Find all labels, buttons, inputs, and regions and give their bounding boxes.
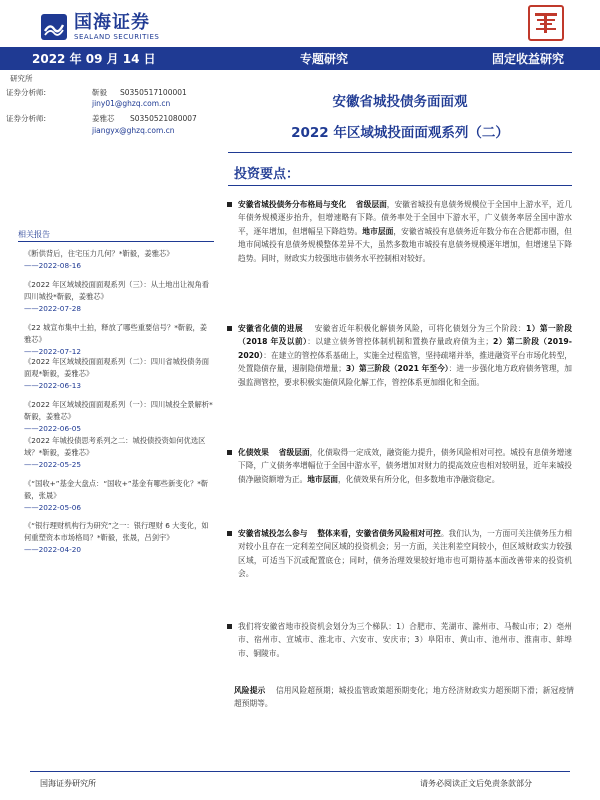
related-report-item[interactable]: 《断供背后，住宅压力几何？*靳毅，姜雅芯》 ——2022-08-16 (24, 249, 174, 270)
analyst-1-role: 证券分析师: (6, 88, 47, 97)
analyst-2-email[interactable]: jiangyx@ghzq.com.cn (92, 126, 175, 135)
key-point-section: 我们将安徽省地市投资机会划分为三个梯队：1）合肥市、芜湖市、滁州市、马鞍山市；2）亳州市、宿州市、宣城市、淮北市、六安市、安庆市；3）阜阳市、黄山市、池州市、淮南市、蚌埠市、铜陵市。 (238, 620, 572, 660)
seal-stamp-icon (528, 5, 564, 41)
footer-org: 国海证券研究所 (40, 779, 96, 788)
bullet-square-icon (227, 326, 232, 331)
bullet-square-icon (227, 202, 232, 207)
report-category: 固定收益研究 (492, 52, 565, 66)
bullet-square-icon (227, 450, 232, 455)
key-point-section: 化债效果 省级层面，化债取得一定成效，融资能力提升，债务风险相对可控。城投有息债务增速下降，广义债务率增幅位于全国中游水平，债务增加对财力的提高效应也相对较明显，近年来城投债净融资额增为正。地市层面，化债效果有所分化，但多数地市净融资稳定。 (238, 446, 572, 486)
analyst-1-cert: S0350517100001 (120, 88, 187, 97)
analyst-2-role: 证券分析师: (6, 114, 47, 123)
report-type: 专题研究 (300, 52, 349, 66)
risk-warning: 风险提示 信用风险超预期；城投监管政策超预期变化；地方经济财政实力超预期下滑；新冠疫情超预期等。 (234, 686, 574, 709)
key-point-section: 安徽省城投债务分布格局与变化 省级层面，安徽省城投有息债务规模位于全国中上游水平，近几年债务规模逐步抬升，但增速略有下降。债务率处于全国中下游水平，广义债务率居全国中游水平，逐年增加，但增幅呈下降趋势。地市层面，安徽省城投有息债务近年数分布在合肥都市圈，但地市间城投有息债务规模整体差异不大，虽然多数地市城投有息债务规模逐年增加，但增速呈下降趋势。同时，财政实力较强地市债务水平控制相对较好。 (238, 198, 572, 265)
key-point-section: 安徽省化债的进展 安徽省近年积极化解债务风险，可将化债划分为三个阶段：1）第一阶段（2018 年及以前）：以建立债务管控体制机制和置换存量政府债为主；2）第二阶段（2019-2020）：在建立的管控体系基础上，实施全过程监管，坚持疏堵并举，推进融资平台市场化转型，处置隐债存量，遏制隐债增量；3）第三阶段（2021 年至今）：进一步强化地方政府债务管理，加强监测管控，要求积极实施债风险化解工作，管控体系更加细化和全面。 (238, 322, 572, 389)
research-label: 研究所 (10, 74, 33, 83)
related-report-item[interactable]: 《2022 年区域城投面面观系列（二）：四川省城投债务面面观*靳毅，姜雅芯》 ——2022-06-13 (24, 357, 210, 390)
logo-mark-icon (40, 13, 68, 41)
report-subtitle: 2022 年区域城投面面观系列（二） (291, 125, 509, 141)
analyst-1-name: 靳毅 (92, 88, 107, 97)
related-report-item[interactable]: 《22 城宣布集中土拍，释放了哪些重要信号？*靳毅，姜雅芯》 ——2022-07-12 (24, 323, 208, 356)
company-logo (40, 9, 190, 45)
key-points-heading: 投资要点： (234, 167, 300, 182)
related-reports-heading: 相关报告 (18, 230, 50, 239)
logo-text-en: SEALAND SECURITIES (74, 32, 160, 41)
bullet-square-icon (227, 624, 232, 629)
footer-divider (30, 771, 570, 772)
footer-disclaimer: 请务必阅读正文后免责条款部分 (420, 779, 532, 788)
title-divider (228, 152, 572, 153)
related-report-item[interactable]: 《“银行理财机构行为研究”之一：银行理财 6 大变化，如何重塑资本市场格局？*靳毅，张晟，吕剑宇》 ——2022-04-20 (24, 521, 209, 554)
report-title: 安徽省城投债务面面观 (332, 94, 468, 110)
key-point-section: 安徽省城投怎么参与 整体来看，安徽省债务风险相对可控。我们认为，一方面可关注债务压力相对较小且存在一定利差空间区域的投资机会；另一方面，关注利差空间较小，但区域财政实力较强区域，可适当下沉或配置底仓；同时，债务治理效果较好地市也可期待基本面改善带来的投资机会。 (238, 527, 572, 581)
related-reports-divider (18, 241, 214, 242)
bullet-square-icon (227, 531, 232, 536)
related-report-item[interactable]: 《2022 年城投债思考系列之二：城投债投资如何优选区域？*靳毅，姜雅芯》 ——2022-05-25 (24, 436, 206, 469)
report-date: 2022 年 09 月 14 日 (32, 52, 156, 66)
key-points-divider (228, 185, 572, 186)
analyst-2-cert: S0350521080007 (130, 114, 197, 123)
analyst-1-email[interactable]: jiny01@ghzq.com.cn (92, 99, 171, 108)
related-report-item[interactable]: 《2022 年区域城投面面观系列（一）：四川城投全景解析*靳毅，姜雅芯》 ——2022-06-05 (24, 400, 213, 433)
related-report-item[interactable]: 《2022 年区域城投面面观系列（三）：从土地出让视角看四川城投*靳毅，姜雅芯》 ——2022-07-28 (24, 280, 210, 313)
related-report-item[interactable]: 《“国收+”基金大盘点：“国收+”基金有哪些新变化？*靳毅，张晟》 ——2022-05-06 (24, 479, 209, 512)
logo-text-cn: 国海证券 (74, 11, 150, 33)
analyst-2-name: 姜雅芯 (92, 114, 115, 123)
